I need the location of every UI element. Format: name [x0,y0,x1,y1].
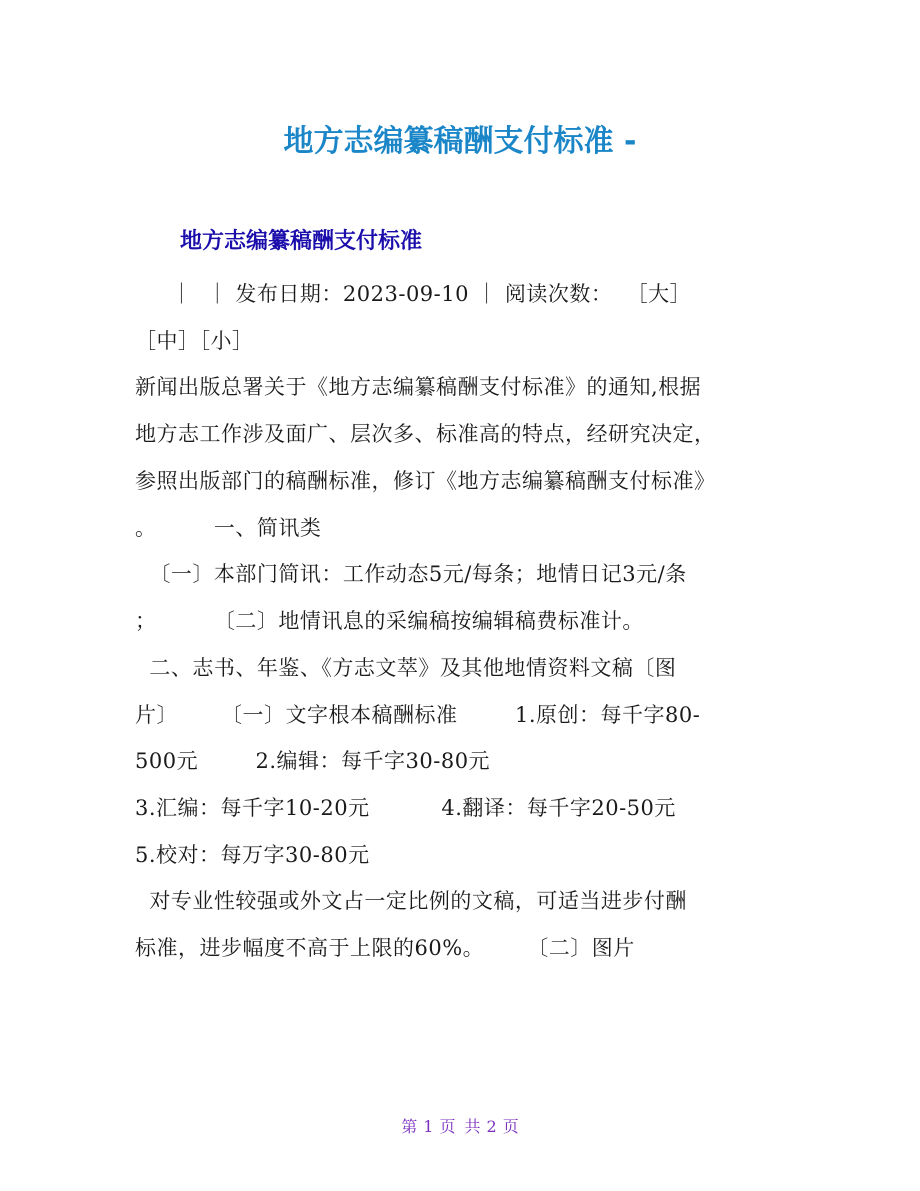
body-line: 5.校对：每万字30-80元 [135,843,370,867]
body-line: 〔一〕本部门简讯：工作动态5元/每条；地情日记3元/条 [135,562,687,586]
current-page-number: 1 [423,1117,434,1136]
total-pages-number: 2 [486,1117,497,1136]
body-line: 新闻出版总署关于《地方志编纂稿酬支付标准》的通知,根据 [135,375,702,399]
font-size-options: ［中］［小］ [135,329,254,353]
page-footer [0,1114,920,1137]
body-line: 二、志书、年鉴、《方志文萃》及其他地情资料文稿〔图 [135,656,677,680]
body-line: 对专业性较强或外文占一定比例的文稿，可适当进步付酬 [135,889,687,913]
page-label-mid: 页 共 [439,1117,481,1136]
body-line: 参照出版部门的稿酬标准，修订《地方志编纂稿酬支付标准》 [135,469,716,493]
page-label-suffix: 页 [502,1117,519,1136]
body-line: 片〕 〔一〕文字根本稿酬标准 1.原创：每千字80- [135,703,701,727]
article-title: 地方志编纂稿酬支付标准 [180,229,423,254]
body-line: 标准，进步幅度不高于上限的60%。 〔二〕图片 [135,936,635,960]
document-title: 地方志编纂稿酬支付标准 - [283,124,637,159]
body-line: 。 一、简讯类 [135,516,322,540]
body-line: ； 〔二〕地情讯息的采编稿按编辑稿费标准计。 [135,609,644,633]
meta-line: ｜ ｜ 发布日期：2023-09-10 ｜ 阅读次数： ［大］ [135,282,692,306]
page-label-prefix: 第 [401,1117,418,1136]
body-line: 地方志工作涉及面广、层次多、标准高的特点，经研究决定， [135,422,716,446]
body-line: 3.汇编：每千字10-20元 4.翻译：每千字20-50元 [135,796,676,820]
body-line: 500元 2.编辑：每千字30-80元 [135,749,491,773]
